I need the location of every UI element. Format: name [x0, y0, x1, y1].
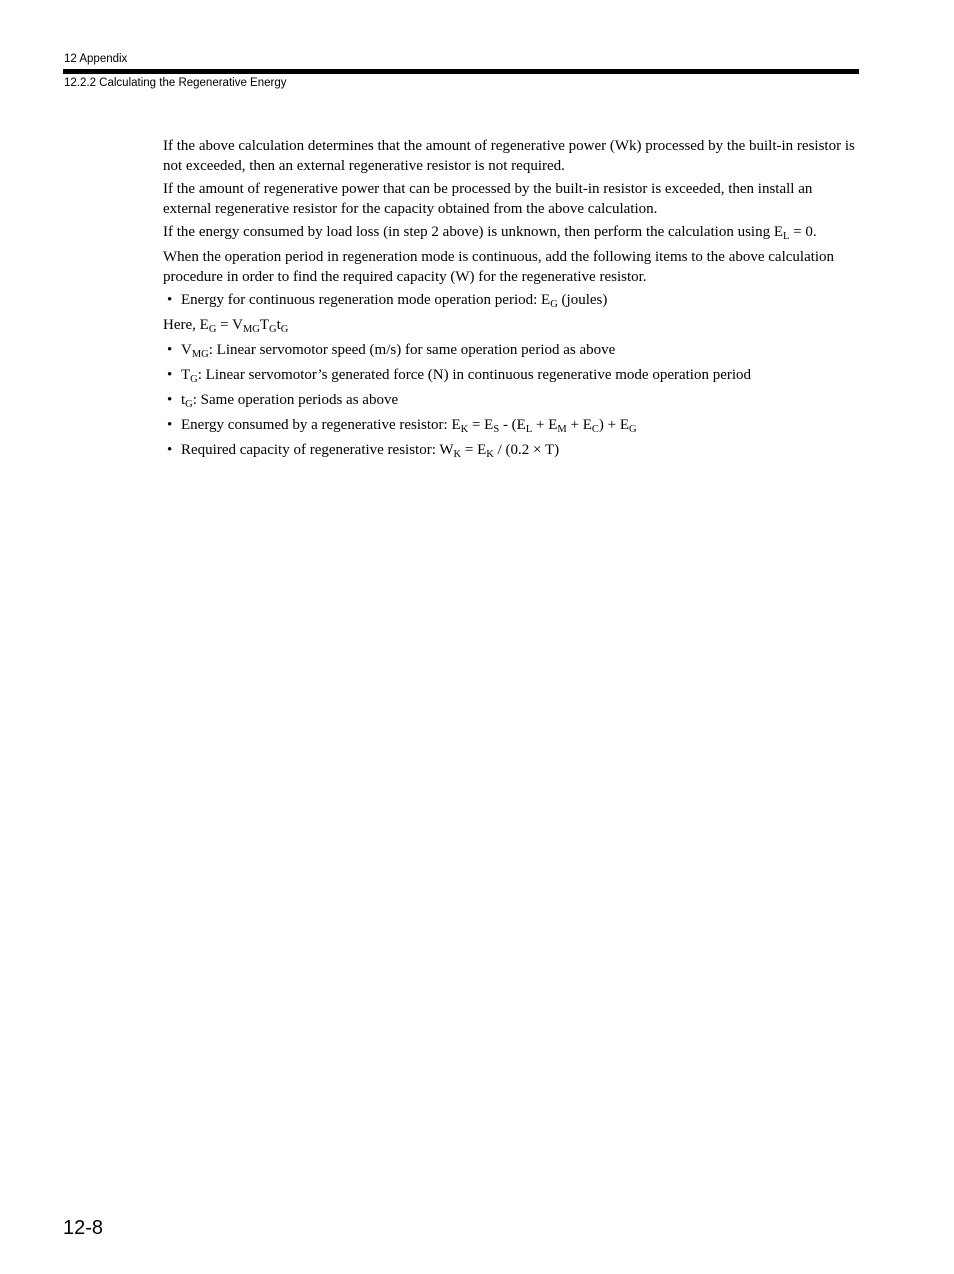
- bullet-marker: •: [167, 292, 173, 308]
- header-section: 12.2.2 Calculating the Regenerative Energy: [64, 77, 287, 89]
- bullet-marker: •: [167, 392, 173, 408]
- formula-eg-definition: Here, $E_G = V_{MG}T_Gt_G$: [163, 317, 289, 335]
- paragraph-builtin-exceeded: If the amount of regenerative power that can be processed by the built-in resistor is exceeded, then install an external regenerative resistor for the capacity obtained from the above calculation.: [163, 181, 813, 217]
- body-text: [163, 136, 860, 465]
- page-number: 12-8: [63, 1217, 104, 1239]
- bullet-wk-capacity: • Required capacity of regenerative resistor: $W_K = E_K / (0.2 \times T)$: [167, 442, 560, 460]
- paragraph-builtin-not-exceeded: If the above calculation determines that the amount of regenerative power (Wk) processed by the built-in resistor is not exceeded, then an external regenerative resistor is not required.: [163, 138, 855, 174]
- bullet-energy-continuous-regeneration: • Energy for continuous regeneration mode operation period: $E_G$ (joules): [167, 292, 608, 310]
- bullet-marker: •: [167, 442, 173, 458]
- bullet-marker: •: [167, 417, 173, 433]
- bullet-marker: •: [167, 342, 173, 358]
- paragraph-load-loss-unknown: If the energy consumed by load loss (in step 2 above) is unknown, then perform the calculation using $E_L = 0$.: [163, 224, 817, 242]
- bullet-tg-period: • $t_G$: Same operation periods as above: [167, 392, 399, 410]
- bullet-vmg-speed: • $V_{MG}$: Linear servomotor speed (m/s) for same operation period as above: [167, 342, 616, 360]
- paragraph-continuous-mode: When the operation period in regeneration mode is continuous, add the following items to the above calculation procedure in order to find the required capacity (W) for the regenerative resistor.: [163, 249, 835, 285]
- header-rule: [63, 69, 859, 74]
- bullet-marker: •: [167, 367, 173, 383]
- bullet-ek-energy: • Energy consumed by a regenerative resistor: $E_K = E_S - (E_L + E_M + E_C) + E_G$: [167, 417, 637, 435]
- header-chapter: 12 Appendix: [64, 53, 128, 65]
- bullet-tg-force: • $T_G$: Linear servomotor’s generated force (N) in continuous regenerative mode operation period: [167, 367, 752, 385]
